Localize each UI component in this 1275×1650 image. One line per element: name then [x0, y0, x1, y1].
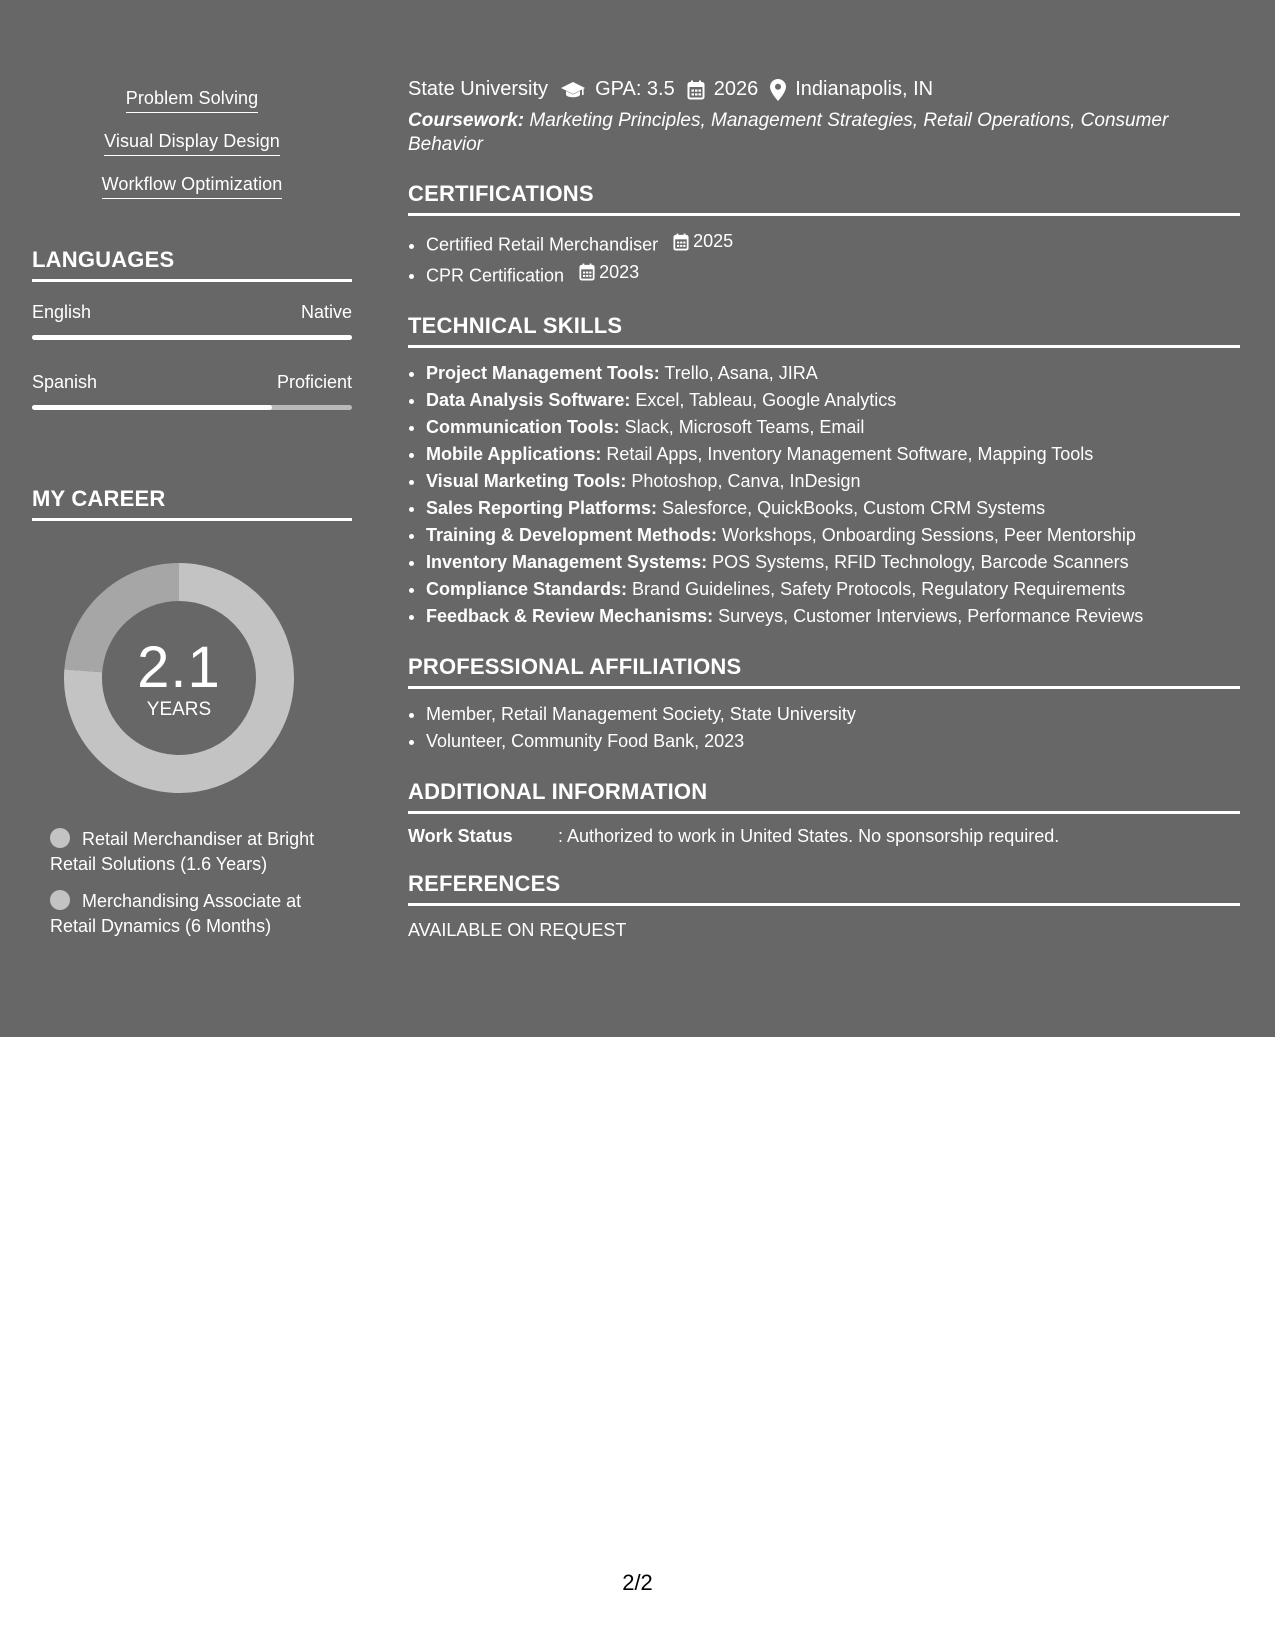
- calendar-icon: [579, 263, 595, 281]
- location-pin-icon: [770, 79, 786, 101]
- career-legend-item: [50, 889, 340, 939]
- calendar-icon: [673, 233, 689, 251]
- technical-skills-list: [408, 360, 1240, 630]
- language-bar: [32, 405, 352, 410]
- language-level: Proficient: [276, 372, 352, 392]
- references-heading: REFERENCES: [408, 871, 1240, 906]
- language-item: [32, 372, 352, 410]
- skill-tag: Workflow Optimization: [102, 174, 283, 199]
- skill-category: Visual Marketing Tools:: [426, 471, 627, 491]
- skill-category: Training & Development Methods:: [426, 525, 718, 545]
- skill-category: Feedback & Review Mechanisms:: [426, 606, 714, 626]
- references-text: AVAILABLE ON REQUEST: [408, 920, 627, 940]
- skill-tags: [32, 84, 352, 213]
- skill-category: Data Analysis Software:: [426, 390, 631, 410]
- technical-skill-item: [426, 576, 1240, 603]
- skill-category: Sales Reporting Platforms:: [426, 498, 658, 518]
- education-line: [408, 78, 1240, 101]
- certifications-list: [408, 228, 1240, 289]
- coursework: [408, 109, 1240, 157]
- certification-year: 2025: [693, 231, 734, 251]
- career-legend-label: Retail Merchandiser at Bright Retail Solutions (1.6 Years): [50, 829, 315, 874]
- language-bar-fill: [32, 335, 352, 340]
- skill-values: Workshops, Onboarding Sessions, Peer Mentorship: [717, 525, 1136, 545]
- skill-values: Excel, Tableau, Google Analytics: [630, 390, 897, 410]
- career-donut-chart: [64, 563, 294, 793]
- languages-heading: LANGUAGES: [32, 247, 352, 282]
- affiliations-section: [408, 654, 1240, 755]
- skill-category: Inventory Management Systems:: [426, 552, 708, 572]
- technical-skill-item: [426, 603, 1240, 630]
- certification-item: [426, 259, 1240, 290]
- skill-values: Salesforce, QuickBooks, Custom CRM Systems: [657, 498, 1046, 518]
- graduation-year: 2026: [713, 78, 759, 100]
- legend-dot-icon: [50, 828, 70, 848]
- technical-skills-heading: TECHNICAL SKILLS: [408, 313, 1240, 348]
- language-level: Native: [300, 302, 352, 322]
- career-section: [32, 486, 352, 939]
- work-status-label: Work Status: [408, 826, 513, 846]
- education-location: Indianapolis, IN: [795, 78, 934, 100]
- right-column: [408, 78, 1240, 941]
- language-name: English: [32, 302, 92, 322]
- technical-skill-item: [426, 495, 1240, 522]
- work-status-value: : Authorized to work in United States. No sponsorship required.: [558, 826, 1060, 846]
- technical-skill-item: [426, 468, 1240, 495]
- skill-category: Mobile Applications:: [426, 444, 602, 464]
- career-legend-label: Merchandising Associate at Retail Dynamics (6 Months): [50, 891, 302, 936]
- coursework-list: Marketing Principles, Management Strategies, Retail Operations, Consumer Behavior: [408, 110, 1169, 155]
- certification-year: 2023: [599, 261, 640, 282]
- references-section: [408, 871, 1240, 941]
- graduation-cap-icon: [560, 80, 586, 100]
- career-legend-item: [50, 827, 340, 877]
- technical-skill-item: [426, 441, 1240, 468]
- certifications-heading: CERTIFICATIONS: [408, 181, 1240, 216]
- certification-name: Certified Retail Merchandiser: [426, 234, 659, 255]
- coursework-label: Coursework:: [408, 110, 525, 131]
- additional-info-heading: ADDITIONAL INFORMATION: [408, 779, 1240, 814]
- skill-tag: Visual Display Design: [104, 131, 280, 156]
- language-bar-fill: [32, 405, 272, 410]
- page-number: 2/2: [622, 1570, 653, 1595]
- gpa: GPA: 3.5: [595, 78, 675, 100]
- technical-skills-section: [408, 313, 1240, 630]
- technical-skill-item: [426, 522, 1240, 549]
- skill-category: Compliance Standards:: [426, 579, 628, 599]
- skill-tag: Problem Solving: [126, 88, 259, 113]
- certifications-section: [408, 181, 1240, 289]
- legend-dot-icon: [50, 890, 70, 910]
- language-name: Spanish: [32, 372, 98, 392]
- skill-category: Project Management Tools:: [426, 363, 660, 383]
- calendar-icon: [687, 80, 705, 100]
- career-total-unit: YEARS: [146, 699, 212, 720]
- career-legend: [50, 827, 340, 939]
- languages-section: [32, 247, 352, 410]
- skill-values: Photoshop, Canva, InDesign: [626, 471, 861, 491]
- career-heading: MY CAREER: [32, 486, 352, 521]
- technical-skill-item: [426, 549, 1240, 576]
- left-column: [32, 84, 352, 951]
- skill-values: Trello, Asana, JIRA: [659, 363, 818, 383]
- language-bar: [32, 335, 352, 340]
- affiliation-item: • Member, Retail Management Society, State University: [426, 701, 1240, 728]
- technical-skill-item: [426, 387, 1240, 414]
- skill-values: POS Systems, RFID Technology, Barcode Scanners: [707, 552, 1129, 572]
- work-status-row: [408, 826, 1240, 847]
- affiliation-item: • Volunteer, Community Food Bank, 2023: [426, 728, 1240, 755]
- skill-values: Retail Apps, Inventory Management Software, Mapping Tools: [601, 444, 1094, 464]
- education-section: [408, 78, 1240, 157]
- certification-name: CPR Certification: [426, 265, 565, 285]
- skill-category: Communication Tools:: [426, 417, 620, 437]
- career-total-value: 2.1: [137, 635, 221, 700]
- skill-values: Surveys, Customer Interviews, Performance Reviews: [713, 606, 1144, 626]
- language-item: [32, 302, 352, 340]
- skill-values: Brand Guidelines, Safety Protocols, Regulatory Requirements: [627, 579, 1126, 599]
- additional-info-section: [408, 779, 1240, 847]
- certification-item: [426, 228, 1240, 259]
- school-name: State University: [408, 78, 549, 100]
- technical-skill-item: [426, 414, 1240, 441]
- skill-values: Slack, Microsoft Teams, Email: [619, 417, 865, 437]
- affiliations-list: [408, 701, 1240, 755]
- affiliations-heading: PROFESSIONAL AFFILIATIONS: [408, 654, 1240, 689]
- technical-skill-item: [426, 360, 1240, 387]
